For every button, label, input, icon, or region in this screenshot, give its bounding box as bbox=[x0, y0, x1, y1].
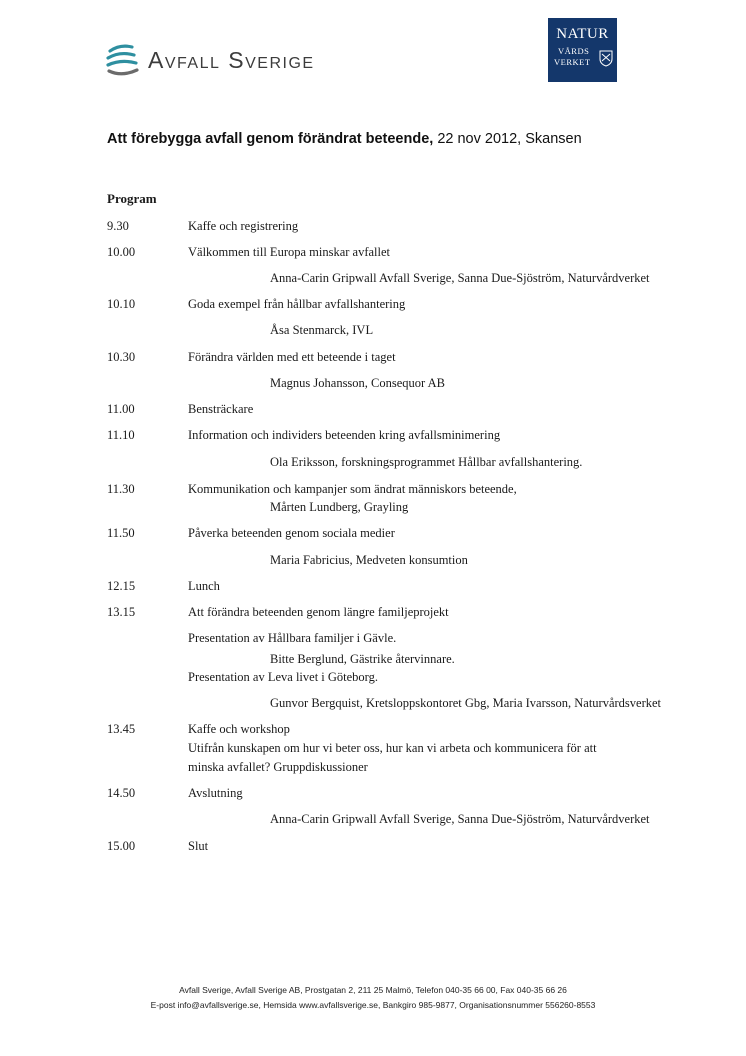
naturvardsverket-logo bbox=[548, 18, 617, 82]
sub-presentation-gavle: Presentation av Hållbara familjer i Gävle. bbox=[188, 631, 397, 645]
time-1100: 11.00 bbox=[107, 402, 135, 416]
title-date-venue: 22 nov 2012, Skansen bbox=[433, 131, 582, 147]
speaker-1010: Åsa Stenmarck, IVL bbox=[270, 323, 374, 337]
time-1345: 13.45 bbox=[107, 722, 136, 736]
activity-1345-line2: Utifrån kunskapen om hur vi beter oss, hur kan vi arbeta och kommunicera för att bbox=[188, 741, 597, 755]
time-1215: 12.15 bbox=[107, 579, 136, 593]
avfall-sverige-wordmark: Avfall Sverige bbox=[148, 46, 315, 73]
time-1500: 15.00 bbox=[107, 839, 136, 853]
sub-presentation-goteborg: Presentation av Leva livet i Göteborg. bbox=[188, 670, 378, 684]
activity-1215: Lunch bbox=[188, 579, 220, 593]
avfall-sverige-logo bbox=[106, 40, 346, 80]
activity-1110: Information och individers beteenden kring avfallsminimering bbox=[188, 428, 501, 442]
speaker-gavle: Bitte Berglund, Gästrike återvinnare. bbox=[270, 652, 455, 666]
activity-0930: Kaffe och registrering bbox=[188, 219, 299, 233]
time-1150: 11.50 bbox=[107, 526, 135, 540]
activity-1315: Att förändra beteenden genom längre familjeprojekt bbox=[188, 605, 449, 619]
program-heading: Program bbox=[107, 191, 157, 206]
speaker-1130: Mårten Lundberg, Grayling bbox=[270, 500, 409, 514]
activity-1345: Kaffe och workshop bbox=[188, 722, 290, 736]
activity-1450: Avslutning bbox=[188, 786, 243, 800]
time-1450: 14.50 bbox=[107, 786, 136, 800]
crest-icon bbox=[599, 49, 613, 67]
activity-1010: Goda exempel från hållbar avfallshantering bbox=[188, 297, 406, 311]
activity-1000: Välkommen till Europa minskar avfallet bbox=[188, 245, 391, 259]
nv-logo-line1: NATUR bbox=[556, 26, 609, 42]
activity-1030: Förändra världen med ett beteende i taget bbox=[188, 350, 396, 364]
activity-1500: Slut bbox=[188, 839, 209, 853]
speaker-1110: Ola Eriksson, forskningsprogrammet Hållbar avfallshantering. bbox=[270, 455, 583, 469]
time-0930: 9.30 bbox=[107, 219, 129, 233]
footer-contact: E-post info@avfallsverige.se, Hemsida www.avfallsverige.se, Bankgiro 985-9877, Organisationsnummer 556260-8553 bbox=[150, 1000, 596, 1010]
footer-address: Avfall Sverige, Avfall Sverige AB, Prostgatan 2, 211 25 Malmö, Telefon 040-35 66 00, Fax 040-35 66 26 bbox=[179, 985, 567, 995]
time-1110: 11.10 bbox=[107, 428, 135, 442]
activity-1130: Kommunikation och kampanjer som ändrat människors beteende, bbox=[188, 482, 517, 496]
speaker-1450: Anna-Carin Gripwall Avfall Sverige, Sanna Due-Sjöström, Naturvårdverket bbox=[270, 812, 650, 826]
activity-1345-line3: minska avfallet? Gruppdiskussioner bbox=[188, 760, 368, 774]
nv-logo-line3: VERKET bbox=[554, 57, 591, 67]
speaker-1150: Maria Fabricius, Medveten konsumtion bbox=[270, 553, 468, 567]
speaker-1030: Magnus Johansson, Consequor AB bbox=[270, 376, 446, 390]
time-1315: 13.15 bbox=[107, 605, 136, 619]
time-1000: 10.00 bbox=[107, 245, 136, 259]
avfall-sverige-wave-icon bbox=[106, 43, 140, 77]
activity-1150: Påverka beteenden genom sociala medier bbox=[188, 526, 395, 540]
speaker-1000: Anna-Carin Gripwall Avfall Sverige, Sanna Due-Sjöström, Naturvårdverket bbox=[270, 271, 650, 285]
time-1030: 10.30 bbox=[107, 350, 136, 364]
time-1130: 11.30 bbox=[107, 482, 135, 496]
activity-1100: Bensträckare bbox=[188, 402, 254, 416]
speaker-goteborg: Gunvor Bergquist, Kretsloppskontoret Gbg, Maria Ivarsson, Naturvårdsverket bbox=[270, 696, 662, 710]
time-1010: 10.10 bbox=[107, 297, 136, 311]
document-title bbox=[107, 131, 582, 147]
nv-logo-line2: VÅRDS bbox=[558, 46, 590, 56]
title-bold: Att förebygga avfall genom förändrat beteende, bbox=[107, 131, 434, 147]
